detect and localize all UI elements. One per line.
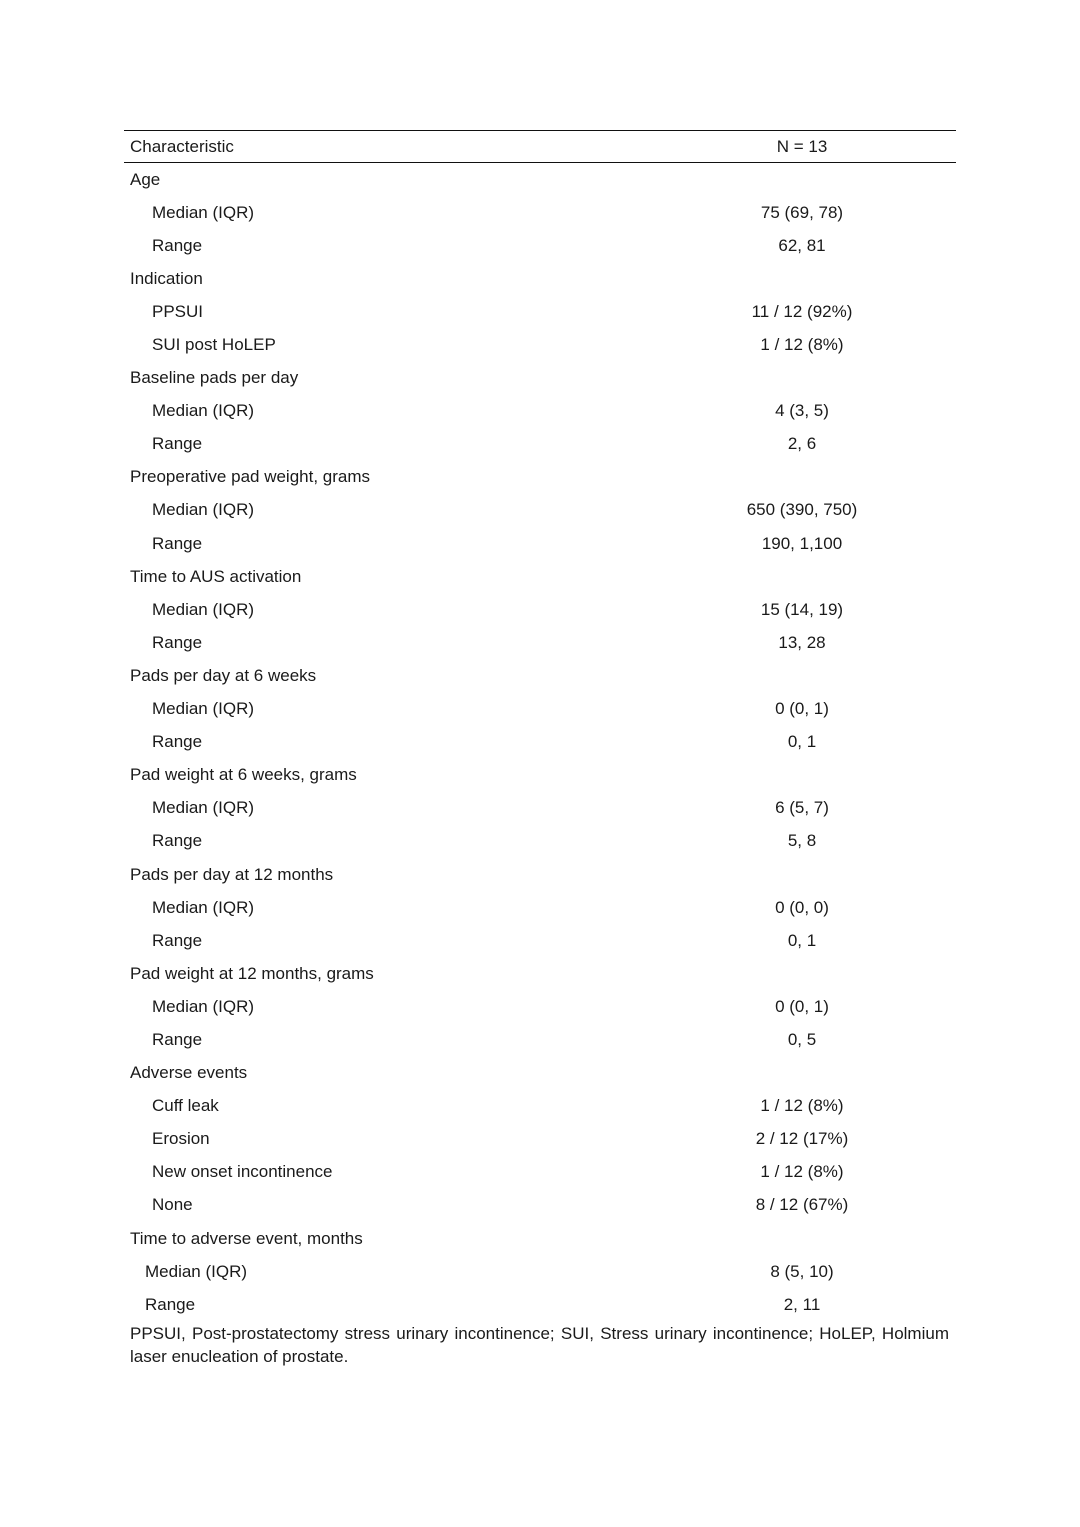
row-label: Median (IQR) xyxy=(152,798,255,818)
table-row xyxy=(124,295,956,328)
row-value: 650 (390, 750) xyxy=(746,500,858,520)
row-label: Median (IQR) xyxy=(152,996,255,1016)
table-row xyxy=(124,328,956,361)
table-row xyxy=(124,891,956,924)
row-label: Range xyxy=(152,434,203,454)
table-row xyxy=(124,428,956,461)
row-group-label: Age xyxy=(130,169,161,189)
row-value: 1 / 12 (8%) xyxy=(760,1162,844,1182)
header-n: N = 13 xyxy=(776,136,828,156)
table-row xyxy=(124,1222,956,1255)
table-row xyxy=(124,924,956,957)
row-label: Median (IQR) xyxy=(152,500,255,520)
row-group-label: Preoperative pad weight, grams xyxy=(130,467,371,487)
row-label: Median (IQR) xyxy=(152,699,255,719)
row-label: Range xyxy=(152,732,203,752)
table-footnote: PPSUI, Post-prostatectomy stress urinary incontinence; SUI, Stress urinary incontinence; HoLEP, Holmium laser enucleation of prostate. xyxy=(130,1324,949,1366)
table-row xyxy=(124,593,956,626)
row-value: 2, 6 xyxy=(787,434,817,454)
row-label: Median (IQR) xyxy=(152,401,255,421)
table-row xyxy=(124,726,956,759)
row-value: 0, 5 xyxy=(787,1029,817,1049)
row-label: Median (IQR) xyxy=(152,202,255,222)
row-label: Cuff leak xyxy=(152,1096,219,1116)
row-group-label: Adverse events xyxy=(130,1063,248,1083)
row-group-label: Pads per day at 12 months xyxy=(130,864,334,884)
row-value: 11 / 12 (92%) xyxy=(751,301,853,321)
row-label: Range xyxy=(152,1029,203,1049)
table-row xyxy=(124,1189,956,1222)
row-label: Range xyxy=(152,632,203,652)
row-value: 62, 81 xyxy=(778,235,826,255)
table-row xyxy=(124,362,956,395)
row-value: 190, 1,100 xyxy=(761,533,843,553)
row-label: PPSUI xyxy=(152,301,204,321)
table-row xyxy=(124,990,956,1023)
table-row xyxy=(124,262,956,295)
table-row xyxy=(124,229,956,262)
table-row xyxy=(124,825,956,858)
table-row xyxy=(124,1156,956,1189)
header-characteristic: Characteristic xyxy=(130,136,234,156)
row-value: 4 (3, 5) xyxy=(775,401,829,421)
table-body xyxy=(124,163,956,1321)
row-label: Median (IQR) xyxy=(152,897,255,917)
table-row xyxy=(124,659,956,692)
row-value: 6 (5, 7) xyxy=(775,798,829,818)
table-row xyxy=(124,1255,956,1288)
table-row xyxy=(124,395,956,428)
row-label: Range xyxy=(152,930,203,950)
table-row xyxy=(124,163,956,196)
table-row xyxy=(124,461,956,494)
row-value: 2, 11 xyxy=(783,1294,821,1314)
row-group-label: Time to AUS activation xyxy=(130,566,302,586)
row-label: Range xyxy=(152,831,203,851)
row-label: Range xyxy=(152,533,203,553)
row-group-label: Pads per day at 6 weeks xyxy=(130,665,317,685)
row-value: 0 (0, 0) xyxy=(775,897,829,917)
table-row xyxy=(124,1023,956,1056)
table-row xyxy=(124,693,956,726)
table-row xyxy=(124,626,956,659)
row-group-label: Baseline pads per day xyxy=(130,368,299,388)
row-value: 8 (5, 10) xyxy=(770,1261,834,1281)
table-row xyxy=(124,1123,956,1156)
row-group-label: Pad weight at 12 months, grams xyxy=(130,963,374,983)
table-header-row xyxy=(124,131,956,162)
row-value: 0, 1 xyxy=(787,930,817,950)
table-row xyxy=(124,527,956,560)
row-value: 2 / 12 (17%) xyxy=(755,1129,849,1149)
table-row xyxy=(124,1090,956,1123)
row-label: Range xyxy=(152,235,203,255)
table-row xyxy=(124,560,956,593)
table-row xyxy=(124,858,956,891)
row-value: 8 / 12 (67%) xyxy=(755,1195,849,1215)
table-row xyxy=(124,792,956,825)
characteristics-table xyxy=(124,130,956,1321)
table-row xyxy=(124,759,956,792)
table-row xyxy=(124,957,956,990)
row-value: 1 / 12 (8%) xyxy=(760,335,844,355)
table-row xyxy=(124,196,956,229)
row-label: SUI post HoLEP xyxy=(152,335,276,355)
row-label: Median (IQR) xyxy=(152,599,255,619)
table-row xyxy=(124,494,956,527)
row-group-label: Time to adverse event, months xyxy=(130,1228,363,1248)
row-value: 1 / 12 (8%) xyxy=(760,1096,844,1116)
row-value: 13, 28 xyxy=(778,632,826,652)
row-label: Erosion xyxy=(152,1129,210,1149)
row-group-label: Indication xyxy=(130,268,203,288)
row-value: 0, 1 xyxy=(787,732,817,752)
row-label: New onset incontinence xyxy=(152,1162,333,1182)
row-label: Range xyxy=(145,1294,196,1314)
row-value: 0 (0, 1) xyxy=(775,996,829,1016)
row-label: None xyxy=(152,1195,193,1215)
row-value: 5, 8 xyxy=(787,831,817,851)
table-row xyxy=(124,1057,956,1090)
row-group-label: Pad weight at 6 weeks, grams xyxy=(130,765,357,785)
row-value: 0 (0, 1) xyxy=(775,699,829,719)
table-row xyxy=(124,1288,956,1321)
row-value: 75 (69, 78) xyxy=(760,202,844,222)
row-value: 15 (14, 19) xyxy=(760,599,844,619)
row-label: Median (IQR) xyxy=(145,1261,248,1281)
